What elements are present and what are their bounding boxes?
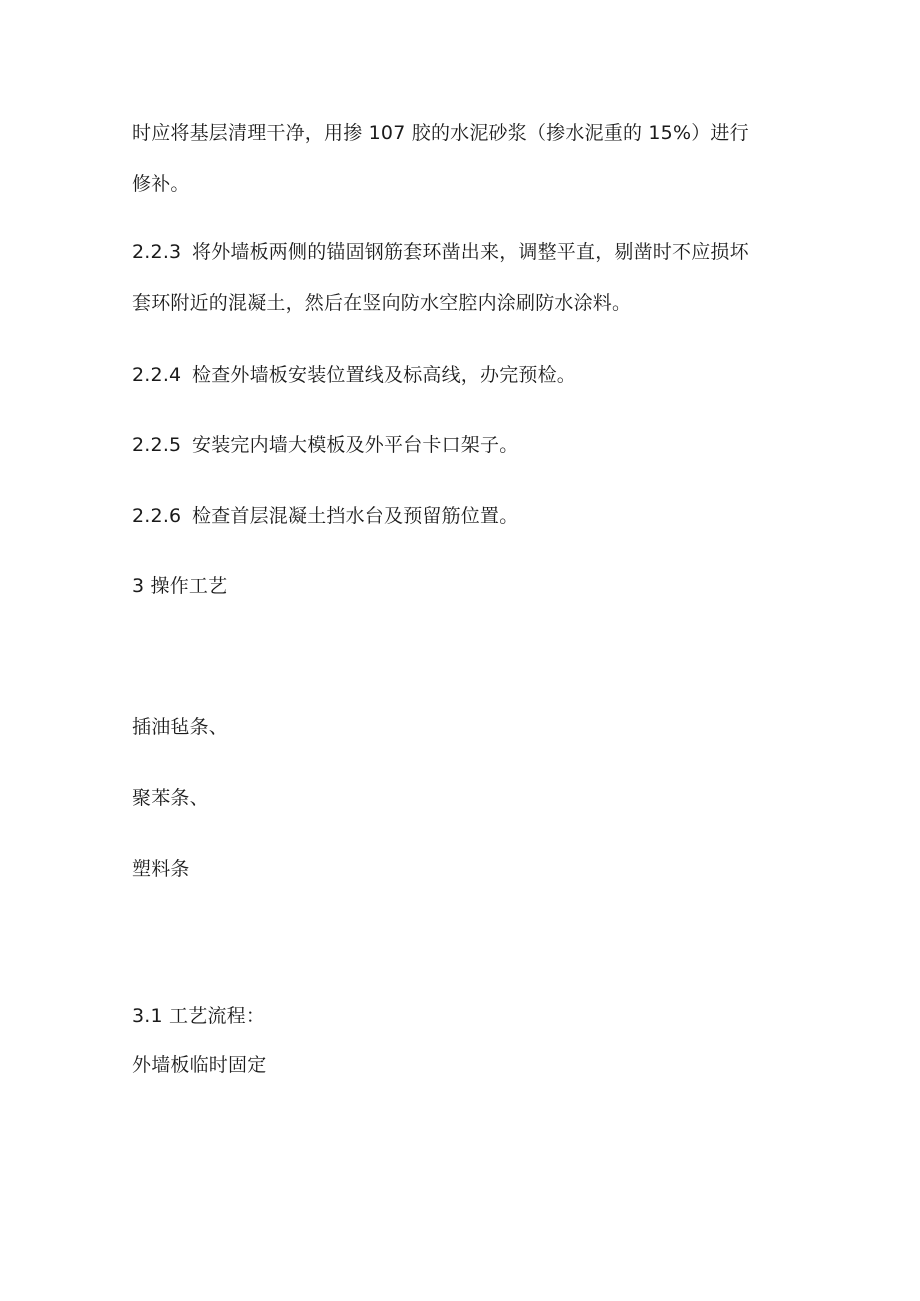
paragraph-line: 修补。 [132,173,190,195]
item-2-2-5 [132,433,518,457]
item-number: 2.2.5 [132,434,182,456]
flow-step: 外墙板临时固定 [132,1054,267,1076]
item-2-2-3-line-2: 套环附近的混凝土，然后在竖向防水空腔内涂刷防水涂料。 [132,292,632,314]
list-item: 聚苯条、 [132,787,209,809]
item-text: 检查首层混凝土挡水台及预留筋位置。 [192,505,519,527]
item-text: 将外墙板两侧的锚固钢筋套环凿出来，调整平直，剔凿时不应损坏 [192,241,749,263]
item-number: 2.2.3 [132,241,182,263]
item-number: 2.2.6 [132,505,182,527]
item-text: 安装完内墙大模板及外平台卡口架子。 [192,434,519,456]
list-item: 塑料条 [132,858,190,880]
item-number: 2.2.4 [132,364,182,386]
item-2-2-6 [132,504,518,528]
list-item: 插油毡条、 [132,716,229,738]
paragraph-line: 时应将基层清理干净，用掺 107 胶的水泥砂浆（掺水泥重的 15%）进行 [132,122,749,144]
item-2-2-3-line-1 [132,240,749,264]
item-text: 检查外墙板安装位置线及标高线，办完预检。 [192,364,577,386]
section-heading-3: 3 操作工艺 [132,575,228,597]
section-heading-3-1: 3.1 工艺流程： [132,1005,266,1027]
item-2-2-4 [132,363,576,387]
